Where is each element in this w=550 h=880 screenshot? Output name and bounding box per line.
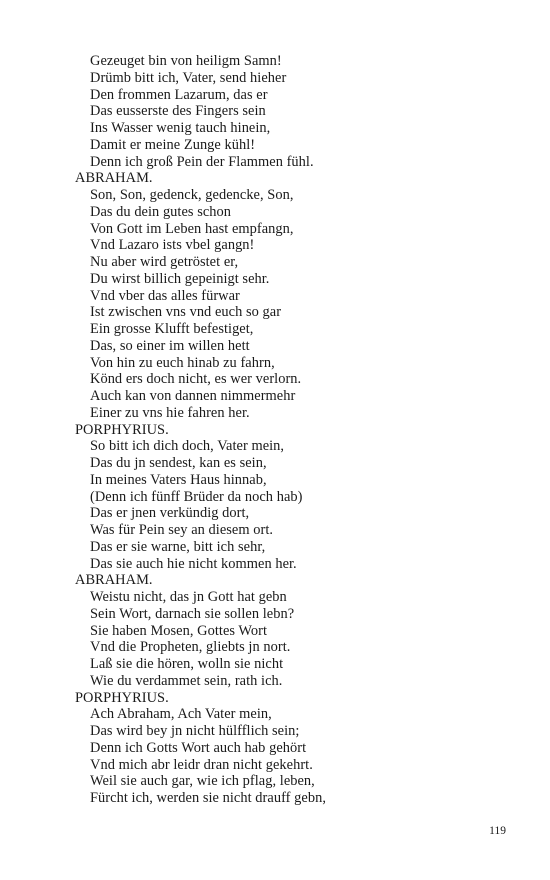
verse-line: Weistu nicht, das jn Gott hat gebn — [90, 589, 287, 605]
verse-line: Das du dein gutes schon — [90, 203, 232, 220]
verse-line: Ist zwischen vns vnd euch so gar — [90, 304, 282, 321]
verse-line: Einer zu vns hie fahren her. — [90, 404, 250, 421]
verse-line: Sie haben Mosen, Gottes Wort — [90, 622, 268, 639]
verse-line: Den frommen Lazarum, das er — [90, 86, 268, 103]
verse-line: Das er sie warne, bitt ich sehr, — [90, 538, 266, 555]
verse-line: Das er jnen verkündig dort, — [90, 505, 250, 522]
verse-line: Das sie auch hie nicht kommen her. — [90, 555, 297, 572]
verse-line: Ins Wasser wenig tauch hinein, — [90, 120, 271, 136]
verse-line: Fürcht ich, werden sie nicht drauff gebn, — [90, 790, 326, 806]
verse-line: Wie du verdammet sein, rath ich. — [90, 672, 283, 689]
verse-line: Das eusserste des Fingers sein — [90, 103, 266, 120]
verse-line: Was für Pein sey an diesem ort. — [90, 522, 274, 538]
speaker-name: PORPHYRIUS. — [75, 421, 169, 438]
verse-line: Drümb bitt ich, Vater, send hieher — [90, 69, 287, 86]
verse-line: Sein Wort, darnach sie sollen lebn? — [90, 605, 295, 622]
verse-line: So bitt ich dich doch, Vater mein, — [90, 438, 285, 455]
speaker-name: PORPHYRIUS. — [75, 689, 169, 706]
verse-line: Vnd vber das alles fürwar — [90, 287, 240, 304]
verse-line: Das wird bey jn nicht hülfflich sein; — [90, 723, 300, 739]
verse-line: Ach Abraham, Ach Vater mein, — [90, 706, 272, 723]
verse-line: Das, so einer im willen hett — [90, 337, 250, 354]
page-number: 119 — [489, 825, 506, 837]
verse-line: Nu aber wird getröstet er, — [90, 254, 239, 270]
verse-line: Denn ich groß Pein der Flammen fühl. — [90, 153, 314, 170]
verse-line: Das du jn sendest, kan es sein, — [90, 455, 267, 471]
verse-line: In meines Vaters Haus hinnab, — [90, 471, 267, 488]
verse-line: Von hin zu euch hinab zu fahrn, — [90, 354, 275, 371]
verse-text — [75, 53, 515, 807]
verse-line: Damit er meine Zunge kühl! — [90, 136, 256, 153]
verse-line: Du wirst billich gepeinigt sehr. — [90, 270, 270, 287]
verse-line: Denn ich Gotts Wort auch hab gehört — [90, 739, 307, 756]
verse-line: (Denn ich fünff Brüder da noch hab) — [90, 488, 303, 505]
speaker-name: ABRAHAM. — [75, 170, 153, 187]
speaker-name: ABRAHAM. — [75, 572, 153, 589]
verse-line: Ein grosse Klufft befestiget, — [90, 321, 254, 337]
verse-line: Vnd die Propheten, gliebts jn nort. — [90, 639, 291, 656]
verse-line: Von Gott im Leben hast empfangn, — [90, 220, 294, 237]
verse-line: Gezeuget bin von heiligm Samn! — [90, 53, 282, 69]
verse-line: Weil sie auch gar, wie ich pflag, leben, — [90, 773, 315, 790]
verse-line: Vnd mich abr leidr dran nicht gekehrt. — [90, 756, 313, 773]
verse-line: Vnd Lazaro ists vbel gangn! — [90, 237, 255, 254]
verse-line: Laß sie die hören, wolln sie nicht — [90, 656, 284, 672]
verse-line: Auch kan von dannen nimmermehr — [90, 388, 296, 404]
verse-line: Könd ers doch nicht, es wer verlorn. — [90, 371, 302, 388]
verse-line: Son, Son, gedenck, gedencke, Son, — [90, 187, 294, 203]
